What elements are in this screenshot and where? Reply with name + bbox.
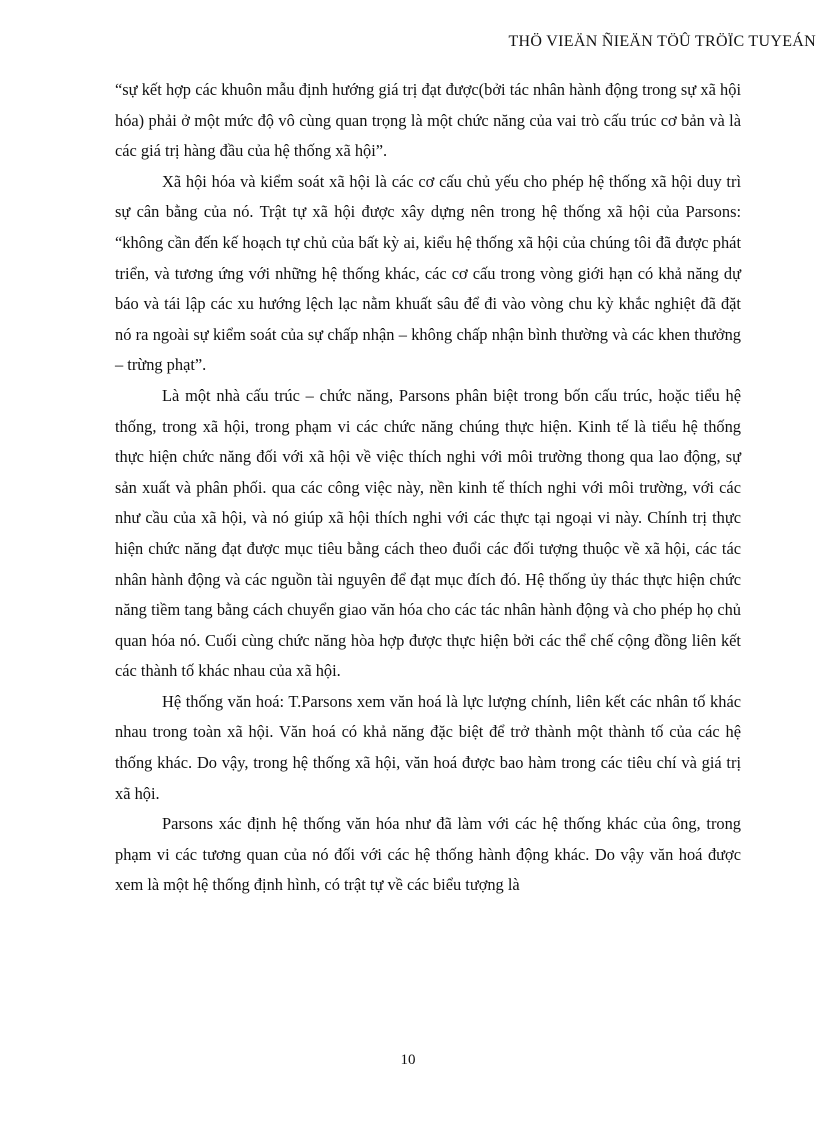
paragraph-4: Hệ thống văn hoá: T.Parsons xem văn hoá là lực lượng chính, liên kết các nhân tố khác nhau trong toàn xã hội. Văn hoá có khả năng đặc biệt để trở thành một thành tố của các hệ thống khác. Do vậy, trong hệ thống xã hội, văn hoá được bao hàm trong các tiêu chí và giá trị xã hội. [115,691,741,803]
paragraph-1: “sự kết hợp các khuôn mẫu định hướng giá trị đạt được(bởi tác nhân hành động trong sự xã hội hóa) phải ở một mức độ vô cùng quan trọng là một chức năng của vai trò cấu trúc cơ bản và là các giá trị hàng đầu của hệ thống xã hội”. [115,80,741,161]
paragraph-2: Xã hội hóa và kiểm soát xã hội là các cơ cấu chủ yếu cho phép hệ thống xã hội duy trì sự cân bằng của nó. Trật tự xã hội được xây dựng nên trong hệ thống xã hội của Parsons: “không cần đến kế hoạch tự chủ của bất kỳ ai, kiểu hệ thống xã hội của chúng tôi đã được phát triển, và tương ứng với những hệ thống khác, các cơ cấu trong vòng giới hạn có khả năng dự báo và tái lập các xu hướng lệch lạc nằm khuất sâu để đi vào vòng chu kỳ khắc nghiệt đã đặt nó ra ngoài sự kiểm soát của sự chấp nhận – không chấp nhận bình thường và các khen thưởng – trừng phạt”. [115,171,741,375]
page-number: 10 [400,1052,416,1068]
page-header: THÖ VIEÄN ÑIEÄN TÖÛ TRÖÏC TUYEÁN [508,33,816,50]
paragraph-3: Là một nhà cấu trúc – chức năng, Parsons phân biệt trong bốn cấu trúc, hoặc tiểu hệ thống, trong xã hội, trong phạm vi các chức năng chúng thực hiện. Kinh tế là tiểu hệ thống thực hiện chức năng đối với xã hội về việc thích nghi với môi trường thong qua lao động, sự sản xuất và phân phối. qua các công việc này, nền kinh tế thích nghi với môi trường, với các như cầu của xã hội, và nó giúp xã hội thích nghi với các thực tại ngoại vi này. Chính trị thực hiện chức năng đạt được mục tiêu bằng cách theo đuổi các đối tượng thuộc về xã hội, các tác nhân hành động và các nguồn tài nguyên để đạt mục đích đó. Hệ thống ủy thác thực hiện chức năng tiềm tang bằng cách chuyển giao văn hóa cho các tác nhân hành động và cho phép họ chủ quan hóa nó. Cuối cùng chức năng hòa hợp được thực hiện bởi các thể chế cộng đồng liên kết các thành tố khác nhau của xã hội. [115,385,741,681]
document-body [115,75,741,901]
paragraph-5: Parsons xác định hệ thống văn hóa như đã làm với các hệ thống khác của ông, trong phạm vi các tương quan của nó đối với các hệ thống hành động khác. Do vậy văn hoá được xem là một hệ thống định hình, có trật tự về các biểu tượng là [115,814,741,895]
